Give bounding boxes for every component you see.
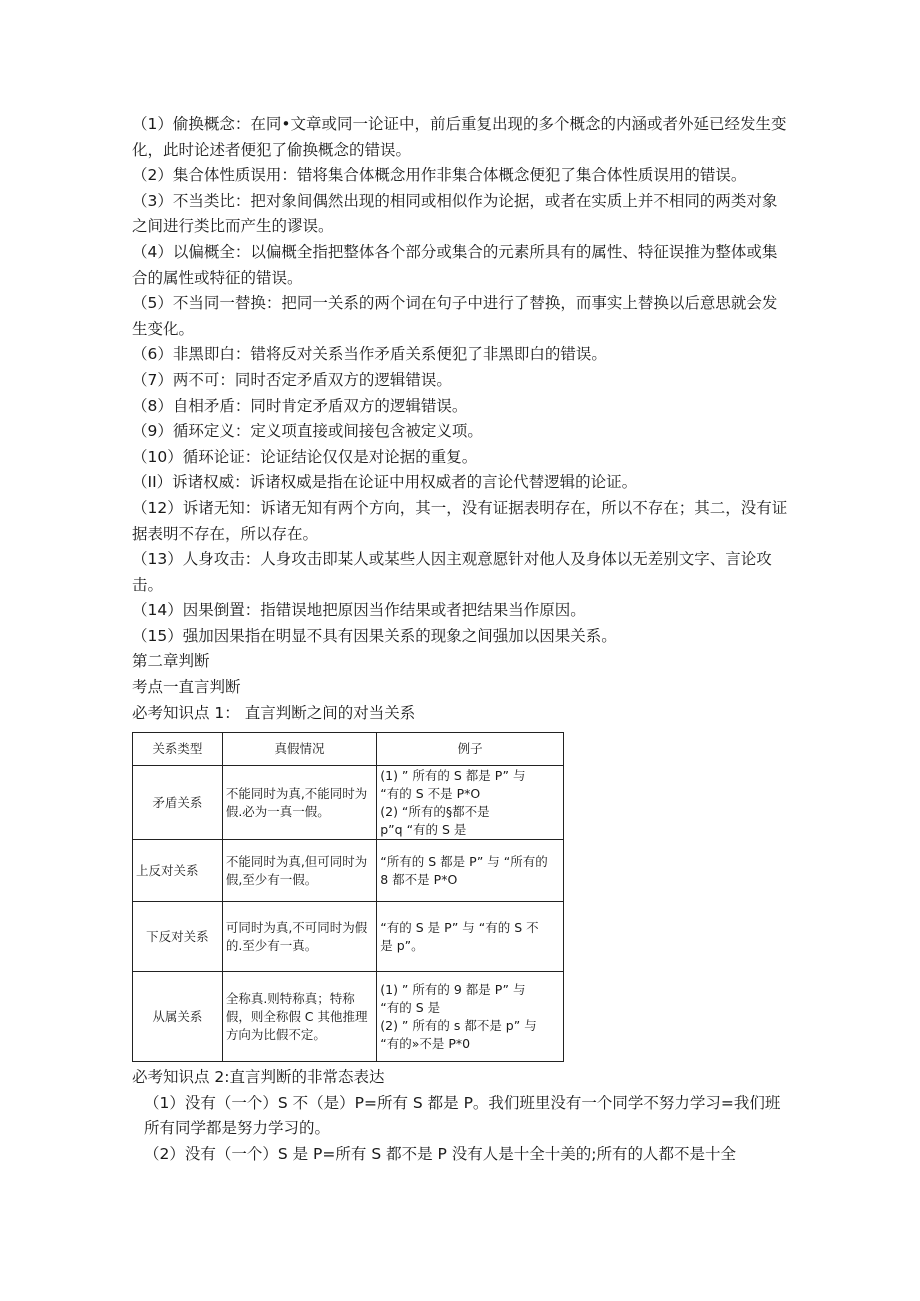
relation-type: 从属关系	[133, 972, 223, 1062]
fallacy-item: （15）强加因果指在明显不具有因果关系的现象之间强加以因果关系。	[132, 626, 617, 645]
example-line: “所有的 S 都是 P” 与 “所有的	[380, 853, 548, 869]
example-line: (2) “所有的§都不是	[380, 803, 490, 819]
truth-condition: 可同时为真,不可同时为假的.至少有一真。	[222, 902, 376, 972]
expression-item: （1）没有（一个）S 不（是）P=所有 S 都是 P。我们班里没有一个同学不努力学习=我们班所有同学都是努力学习的。	[144, 1093, 781, 1138]
relation-type: 矛盾关系	[133, 766, 223, 840]
knowledge-point-2: 必考知识点 2:直言判断的非常态表达	[132, 1068, 385, 1087]
example-line: “有的 S 是 P” 与 “有的 S 不	[380, 919, 539, 935]
example-line: “有的 S 是	[380, 999, 441, 1015]
example-line: (1) ” 所有的 9 都是 P” 与	[380, 981, 526, 997]
table-row	[133, 902, 564, 972]
fallacy-item: （7）两不可：同时否定矛盾双方的逻辑错误。	[132, 370, 452, 389]
example-line: (2) ” 所有的 s 都不是 p” 与	[380, 1017, 537, 1033]
table-row	[133, 840, 564, 902]
column-header: 真假情况	[222, 733, 376, 766]
relations-table	[132, 732, 564, 1062]
column-header: 关系类型	[133, 733, 223, 766]
relation-type: 下反对关系	[133, 902, 223, 972]
fallacy-item: （10）循环论证：论证结论仅仅是对论据的重复。	[132, 447, 478, 466]
fallacy-item: （1）偷换概念：在同•文章或同一论证中，前后重复出现的多个概念的内涵或者外延已经发生变化，此时论述者便犯了偷换概念的错误。	[132, 115, 787, 159]
example-cell	[377, 766, 564, 840]
relation-type: 上反对关系	[133, 840, 223, 902]
fallacy-item: （6）非黑即白：错将反对关系当作矛盾关系便犯了非黑即白的错误。	[132, 345, 607, 364]
example-line: 是 p”。	[380, 937, 424, 953]
chapter-title: 第二章判断	[132, 652, 210, 671]
fallacy-item: （4）以偏概全：以偏概全指把整体各个部分或集合的元素所具有的属性、特征误推为整体或集合的属性或特征的错误。	[132, 242, 778, 287]
table-header-row	[133, 733, 564, 766]
fallacy-item: （9）循环定义：定义项直接或间接包含被定义项。	[132, 422, 483, 441]
fallacy-item: （8）自相矛盾：同时肯定矛盾双方的逻辑错误。	[132, 396, 468, 415]
fallacy-item: （12）诉诸无知：诉诸无知有两个方向，其一，没有证据表明存在，所以不存在；其二，没有证据表明不存在，所以存在。	[132, 498, 788, 543]
example-line: (1) ” 所有的 S 都是 P” 与	[380, 767, 526, 783]
table-row	[133, 766, 564, 840]
fallacy-item: （5）不当同一替换：把同一关系的两个词在句子中进行了替换，而事实上替换以后意思就会发生变化。	[132, 294, 778, 338]
truth-condition: 不能同时为真,但可同时为假,至少有一假。	[222, 840, 376, 902]
fallacy-item: （14）因果倒置：指错误地把原因当作结果或者把结果当作原因。	[132, 601, 586, 620]
example-cell	[377, 972, 564, 1062]
truth-condition: 不能同时为真,不能同时为假.必为一真一假。	[222, 766, 376, 840]
table-row	[133, 972, 564, 1062]
example-cell	[377, 840, 564, 902]
fallacy-item: （3）不当类比：把对象间偶然出现的相同或相似作为论据，或者在实质上并不相同的两类对象之间进行类比而产生的谬误。	[132, 191, 778, 236]
fallacy-list	[132, 112, 792, 649]
example-line: “有的»不是 P*0	[380, 1035, 471, 1051]
expression-item: （2）没有（一个）S 是 P=所有 S 都不是 P 没有人是十全十美的;所有的人都不是十全	[144, 1145, 737, 1164]
example-line: “有的 S 不是 P*O	[380, 785, 481, 801]
example-line: p”q “有的 S 是	[380, 821, 467, 837]
fallacy-item: （II）诉诸权威：诉诸权威是指在论证中用权威者的言论代替逻辑的论证。	[132, 473, 638, 492]
truth-condition: 全称真.则特称真；特称假，则全称假 C 其他推理方向为比假不定。	[222, 972, 376, 1062]
example-cell	[377, 902, 564, 972]
section-title: 考点一直言判断	[132, 678, 241, 697]
example-line: 8 都不是 P*O	[380, 871, 458, 887]
knowledge-point-1: 必考知识点 1： 直言判断之间的对当关系	[132, 703, 416, 722]
document-body	[132, 112, 792, 1168]
fallacy-item: （2）集合体性质误用：错将集合体概念用作非集合体概念便犯了集合体性质误用的错误。	[132, 166, 747, 185]
fallacy-item: （13）人身攻击：人身攻击即某人或某些人因主观意愿针对他人及身体以无差别文字、言论攻击。	[132, 550, 772, 594]
column-header: 例子	[377, 733, 564, 766]
